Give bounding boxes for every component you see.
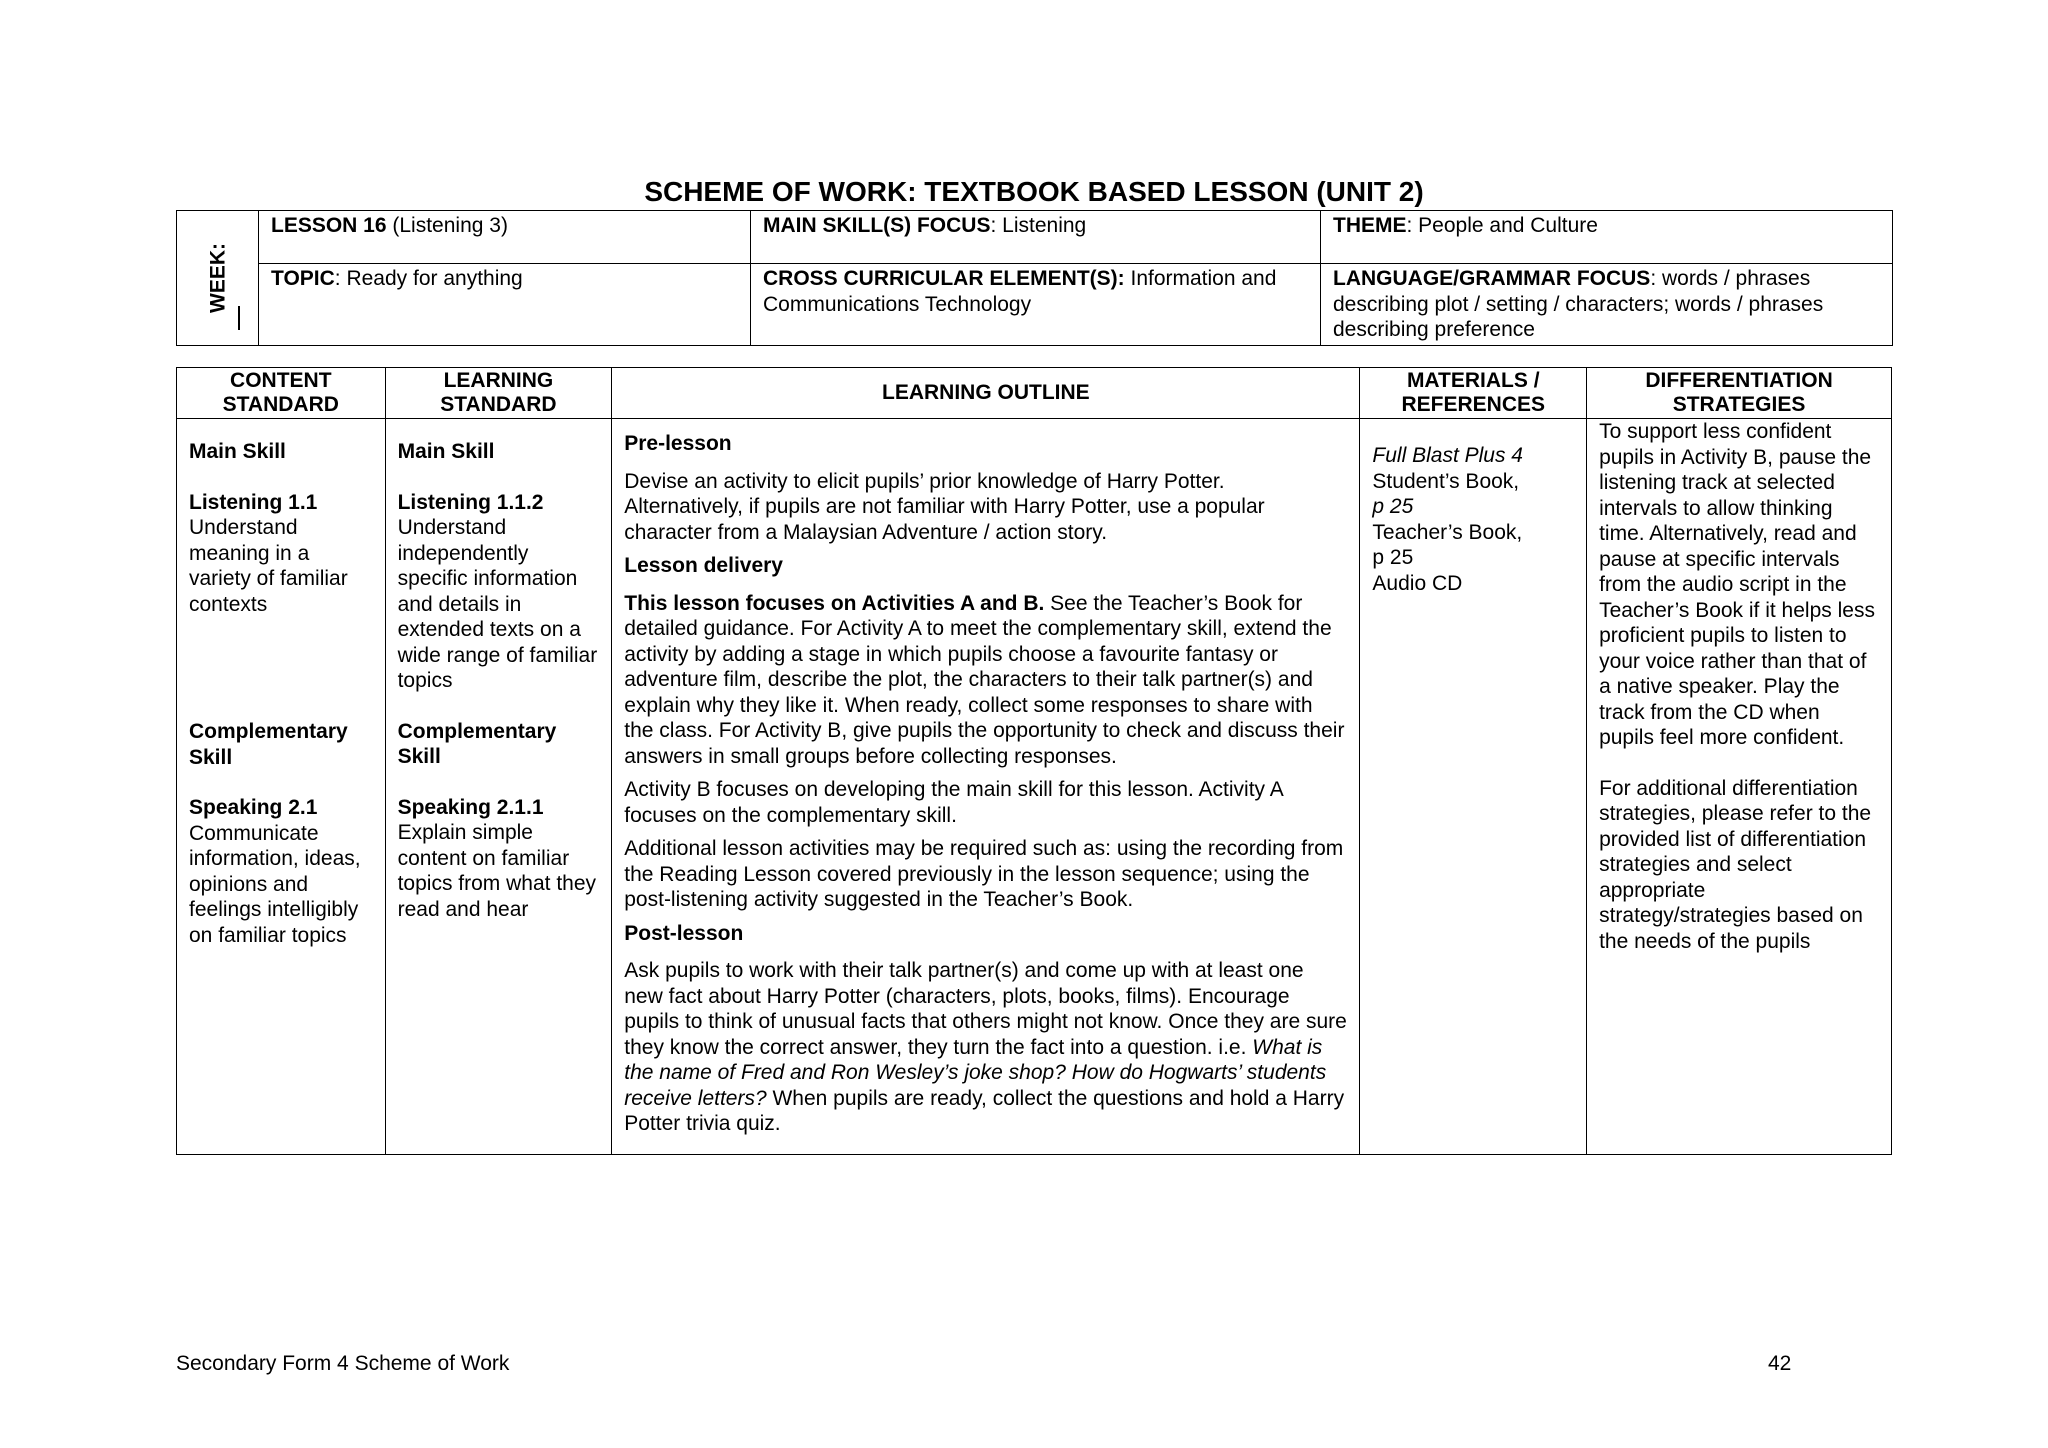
topic-cell (259, 264, 751, 346)
learning-standard-cell (385, 419, 612, 1155)
theme-value: : People and Culture (1406, 214, 1598, 237)
differentiation-para-2: For additional differentiation strategies, please refer to the provided list of differentiation strategies and select appropriate strategy/strategies based on the needs of the pupils (1599, 776, 1872, 953)
week-label: WEEK: (205, 242, 229, 313)
topic-value: : Ready for anything (334, 267, 523, 290)
topic-label: TOPIC (271, 267, 335, 290)
lesson-label: LESSON 16 (271, 214, 387, 237)
content-comp-code: Speaking 2.1 (189, 796, 318, 819)
theme-cell (1321, 211, 1893, 264)
language-focus-label: LANGUAGE/GRAMMAR FOCUS (1333, 267, 1651, 290)
learning-comp-code: Speaking 2.1.1 (397, 795, 544, 819)
learning-table (176, 367, 1892, 1155)
main-skill-cell (751, 211, 1321, 264)
content-comp-text: Communicate information, ideas, opinions and feelings intelligibly on familiar topics (189, 821, 361, 947)
post-lesson-paragraph (624, 958, 1347, 1137)
post-lesson-example-questions: What is the name of Fred and Ron Wesley’s joke shop? How do Hogwarts’ students receive letters? (624, 1035, 1327, 1110)
materials-header: MATERIALS / REFERENCES (1360, 368, 1587, 419)
post-lesson-heading: Post-lesson (624, 921, 744, 945)
learning-comp-skill: Complementary Skill (397, 719, 557, 768)
cross-curricular-cell (751, 264, 1321, 346)
learning-standard-header: LEARNING STANDARD (385, 368, 612, 419)
post-lesson-text: Ask pupils to work with their talk partner(s) and come up with at least one new fact about Harry Potter (characters, plots, books, films). Encourage pupils to think of unusual facts that others might not know. Once they are sure they know the correct answer, they turn the fact into a question. i.e. (624, 959, 1347, 1059)
materials-book-title: Full Blast Plus 4 (1372, 444, 1523, 467)
footer-page-number: 42 (1768, 1352, 1792, 1375)
materials-teachers-page: p 25 (1372, 546, 1414, 569)
lesson-header-table (176, 210, 1893, 346)
learning-main-skill: Main Skill (397, 440, 495, 463)
language-focus-value: : words / phrases describing plot / setting / characters; words / phrases describing preference (1333, 267, 1824, 341)
lesson-cell (259, 211, 751, 264)
learning-comp-text: Explain simple content on familiar topics from what they read and hear (397, 821, 597, 921)
materials-students-page: p 25 (1372, 495, 1414, 518)
differentiation-cell (1587, 419, 1892, 1155)
learning-outline-header: LEARNING OUTLINE (612, 368, 1360, 419)
differentiation-para-1: To support less confident pupils in Activity B, pause the listening track at selected intervals to allow thinking time. Alternatively, read and pause at specific intervals from the audio script in the Teacher’s Book if it helps less proficient pupils to listen to your voice rather than that of a native speaker. Play the track from the CD when pupils feel more confident. (1599, 420, 1875, 749)
lesson-delivery-paragraph (624, 591, 1347, 770)
main-skill-value: : Listening (990, 214, 1087, 237)
content-main-code: Listening 1.1 (189, 490, 318, 514)
page-title: SCHEME OF WORK: TEXTBOOK BASED LESSON (UNIT 2) (644, 176, 1424, 207)
learning-main-text: Understand independently specific information and details in extended texts on a wide range of familiar topics (397, 516, 598, 692)
materials-audio: Audio CD (1372, 571, 1463, 595)
content-main-text: Understand meaning in a variety of familiar contexts (189, 516, 348, 616)
content-standard-header: CONTENT STANDARD (177, 368, 386, 419)
lesson-delivery-heading: Lesson delivery (624, 554, 783, 577)
week-cell (177, 211, 259, 346)
activity-b-text: Activity B focuses on developing the main skill for this lesson. Activity A focuses on the complementary skill. (624, 778, 1283, 827)
materials-teachers-book: Teacher’s Book, (1372, 520, 1523, 544)
lesson-delivery-text: See the Teacher’s Book for detailed guidance. For Activity A to meet the complementary skill, extend the activity by adding a stage in which pupils choose a favourite fantasy or adventure film, describe the plot, the characters to their talk partner(s) and explain why they like it. When ready, collect some responses to share with the class. For Activity B, give pupils the opportunity to check and discuss their answers in small groups before collecting responses. (624, 591, 1345, 768)
language-focus-cell (1321, 264, 1893, 346)
post-lesson-closing: When pupils are ready, collect the questions and hold a Harry Potter trivia quiz. (624, 1086, 1345, 1135)
content-comp-skill: Complementary Skill (189, 720, 348, 769)
cross-curricular-label: CROSS CURRICULAR ELEMENT(S): (763, 267, 1125, 290)
differentiation-header: DIFFERENTIATION STRATEGIES (1587, 368, 1892, 419)
learning-outline-cell (612, 419, 1360, 1155)
content-main-skill: Main Skill (189, 440, 286, 463)
pre-lesson-heading: Pre-lesson (624, 432, 732, 455)
learning-main-code: Listening 1.1.2 (397, 490, 544, 514)
footer-document-title: Secondary Form 4 Scheme of Work (176, 1352, 510, 1375)
content-standard-cell (177, 419, 386, 1155)
theme-label: THEME (1333, 214, 1407, 237)
pre-lesson-text: Devise an activity to elicit pupils’ prior knowledge of Harry Potter. Alternatively, if pupils are not familiar with Harry Potter, use a popular character from a Malaysian Adventure / action story. (624, 469, 1265, 544)
lesson-value: (Listening 3) (386, 214, 508, 237)
materials-students-book: Student’s Book, (1372, 469, 1520, 493)
materials-cell (1360, 419, 1587, 1155)
lesson-delivery-lead: This lesson focuses on Activities A and B. (624, 591, 1045, 615)
cross-curricular-value: Information and Communications Technology (763, 267, 1277, 316)
week-value-mark (238, 306, 240, 330)
additional-activities-text: Additional lesson activities may be required such as: using the recording from the Reading Lesson covered previously in the lesson sequence; using the post-listening activity suggested in the Teacher’s Book. (624, 837, 1344, 911)
main-skill-label: MAIN SKILL(S) FOCUS (763, 214, 991, 237)
